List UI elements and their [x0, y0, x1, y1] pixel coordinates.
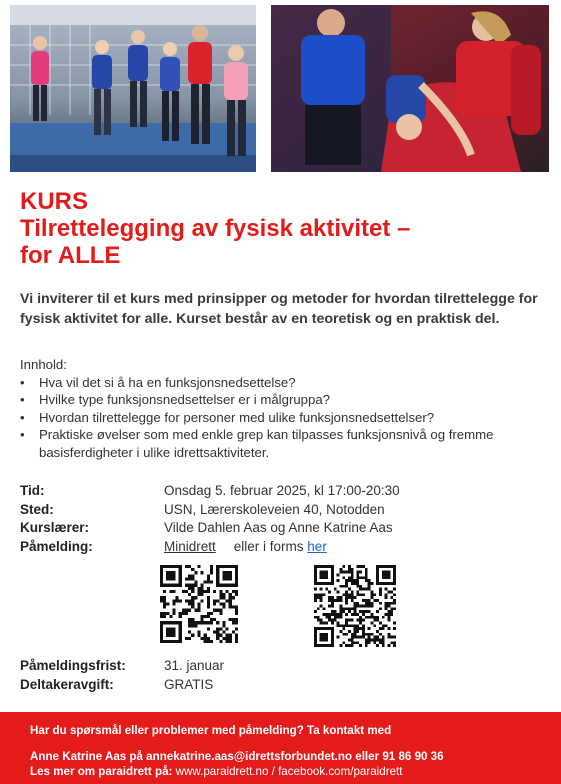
forms-here-link[interactable]: her	[307, 538, 327, 554]
detail-row-teacher	[20, 519, 540, 538]
title-line-topic: Tilrettelegging av fysisk aktivitet –	[20, 215, 411, 242]
deadline-value: 31. januar	[164, 658, 225, 673]
footer-contact: Anne Katrine Aas på annekatrine.aas@idrettsforbundet.no eller 91 86 90 36	[30, 750, 444, 763]
title-line-kurs: KURS	[20, 188, 89, 215]
time-value: Onsdag 5. februar 2025, kl 17:00-20:30	[164, 483, 400, 498]
qr-code-minidrett[interactable]	[160, 565, 238, 643]
content-section	[20, 356, 540, 461]
teacher-label: Kurslærer:	[20, 520, 90, 535]
signup-label: Påmelding:	[20, 538, 93, 554]
fee-label: Deltakeravgift:	[20, 676, 114, 692]
photo-instructor-assisting	[271, 5, 549, 172]
place-label: Sted:	[20, 501, 54, 517]
teacher-value: Vilde Dahlen Aas og Anne Katrine Aas	[164, 520, 393, 535]
footer-more-info	[30, 764, 561, 779]
footer-more-label: Les mer om paraidrett på:	[30, 765, 173, 778]
time-label: Tid:	[20, 483, 45, 498]
intro-paragraph: Vi inviterer til et kurs med prinsipper og metoder for hvordan tilrettelegge for fysisk aktivitet for alle. Kurset består av en teoretisk og en praktisk del.	[20, 291, 538, 327]
detail-row-deadline	[20, 657, 540, 676]
photo-handball-training	[10, 5, 256, 172]
deadline-section	[20, 657, 540, 694]
content-list	[20, 374, 540, 462]
detail-row-place	[20, 501, 540, 520]
minidrett-link[interactable]: Minidrett	[164, 538, 216, 554]
place-value: USN, Lærerskoleveien 40, Notodden	[164, 501, 385, 517]
footer-question: Har du spørsmål eller problemer med påmelding? Ta kontakt med	[30, 724, 392, 737]
detail-row-time	[20, 482, 540, 501]
footer-links[interactable]: www.paraidrett.no / facebook.com/paraidrett	[175, 765, 403, 778]
detail-row-fee	[20, 676, 540, 695]
deadline-label: Påmeldingsfrist:	[20, 658, 126, 673]
course-title	[20, 188, 550, 269]
signup-value	[164, 538, 327, 557]
list-item: • Hvordan tilrettelegge for personer med ulike funksjonsnedsettelser?	[20, 409, 540, 427]
contact-footer	[0, 712, 561, 784]
fee-value: GRATIS	[164, 676, 214, 692]
list-item: • Hva vil det si å ha en funksjonsnedsettelse?	[20, 374, 540, 392]
content-heading: Innhold:	[20, 357, 67, 372]
list-item: • Praktiske øvelser som med enkle grep kan tilpasses funksjonsnivå og fremme basisferdigheter i ulike idrettsaktiviteter.	[20, 426, 540, 461]
title-line-audience: for ALLE	[20, 242, 121, 269]
qr-code-forms[interactable]	[314, 565, 396, 647]
signup-or-text: eller i forms	[233, 538, 304, 554]
course-details	[20, 482, 540, 556]
detail-row-signup	[20, 538, 540, 557]
list-item: • Hvilke type funksjonsnedsettelser er i målgruppa?	[20, 391, 540, 409]
